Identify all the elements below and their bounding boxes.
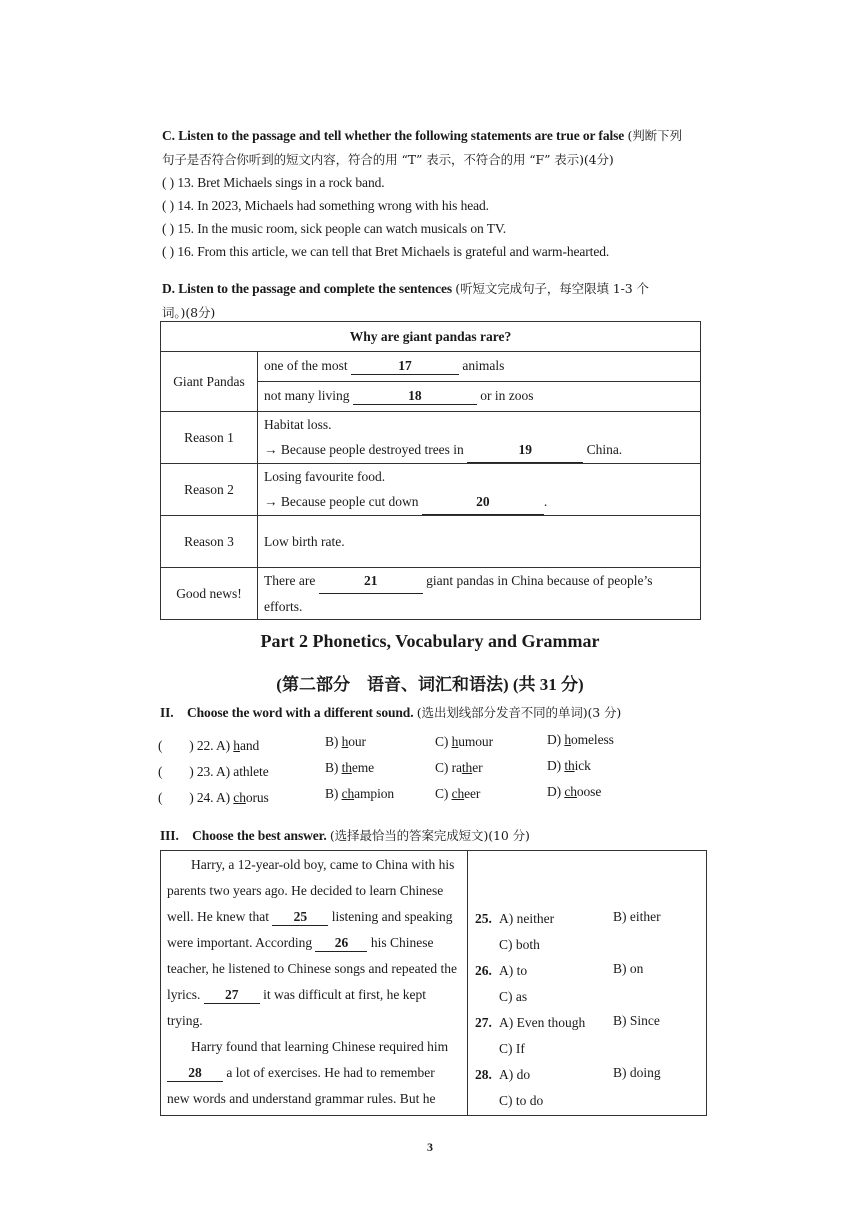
passage-line-1: Harry, a 12-year-old boy, came to China with his — [191, 857, 455, 872]
q24-a — [158, 786, 269, 806]
q24-a-underlined: ch — [233, 790, 246, 805]
option-25-b[interactable]: B) either — [613, 909, 661, 924]
good-news-line-1 — [264, 568, 694, 594]
question-16: ( ) 16. From this article, we can tell that Bret Michaels is grateful and warm-hearted. — [162, 244, 610, 259]
passage-line-2: parents two years ago. He decided to learn Chinese — [167, 883, 444, 898]
page-number: 3 — [427, 1140, 433, 1154]
q23-d-underlined: th — [564, 758, 575, 773]
option-26-b[interactable]: B) on — [613, 961, 644, 976]
passage-line-9 — [167, 1065, 435, 1082]
section-ii-title-cn: (选出划线部分发音不同的单词) — [416, 705, 588, 720]
r1-text-a: → Because people destroyed trees in — [264, 442, 464, 457]
p4-text-a: were important. According — [167, 935, 313, 950]
option-27-a[interactable]: A) Even though — [499, 1015, 586, 1030]
section-ii-title — [160, 701, 621, 721]
p9-text-b: a lot of exercises. He had to remember — [226, 1065, 435, 1080]
blank-18[interactable]: 18 — [353, 388, 477, 405]
row-label-reason-3: Reason 3 — [161, 516, 258, 568]
q24-c-pre: C) — [435, 786, 452, 801]
question-14: ( ) 14. In 2023, Michaels had something wrong with his head. — [162, 198, 489, 213]
passage-line-7: trying. — [167, 1013, 203, 1028]
q22-b-post: our — [348, 734, 366, 749]
q24-b — [325, 786, 394, 802]
row-label-reason-2: Reason 2 — [161, 464, 258, 516]
q24-a-post: orus — [245, 790, 269, 805]
question-13: ( ) 13. Bret Michaels sings in a rock band. — [162, 175, 385, 190]
q24-c — [435, 786, 480, 802]
option-27-b[interactable]: B) Since — [613, 1013, 660, 1028]
row-label-giant-pandas: Giant Pandas — [161, 352, 258, 412]
p6-text-a: lyrics. — [167, 987, 201, 1002]
g-text-a: There are — [264, 573, 316, 588]
q24-d — [547, 784, 601, 800]
q23-b — [325, 760, 374, 776]
p6-text-b: it was difficult at first, he kept — [263, 987, 426, 1002]
table-header: Why are giant pandas rare? — [161, 322, 701, 352]
q23-b-pre: B) — [325, 760, 342, 775]
section-d-title-cn-a: (听短文完成句子，每空限填 1-3 个 — [455, 281, 649, 296]
q22-b — [325, 734, 366, 750]
blank-28[interactable]: 28 — [167, 1065, 223, 1082]
q24-c-post: eer — [464, 786, 481, 801]
reason-1-line-1: Habitat loss. — [264, 417, 332, 432]
reason-1-line-2 — [264, 437, 694, 463]
q22-b-underlined: h — [341, 734, 349, 749]
g-text-b: giant pandas in China because of people’s — [426, 573, 653, 588]
q22-d-post: omeless — [570, 732, 614, 747]
option-27-num: 27. — [475, 1015, 492, 1030]
good-news-cell — [258, 568, 701, 620]
passage-line-4 — [167, 935, 433, 952]
q22-label: ( ) 22. A) — [158, 738, 234, 753]
passage-line-10: new words and understand grammar rules. But he — [167, 1091, 436, 1106]
blank-20[interactable]: 20 — [422, 489, 544, 515]
q22-d-underlined: h — [564, 732, 571, 747]
reason-2-line-2 — [264, 489, 694, 515]
section-d-subtitle — [162, 303, 215, 321]
p3-text-a: well. He knew that — [167, 909, 269, 924]
q23-a-pre: ath — [233, 764, 250, 779]
q23-b-post: eme — [351, 760, 375, 775]
question-15: ( ) 15. In the music room, sick people can watch musicals on TV. — [162, 221, 507, 236]
option-26-a[interactable]: A) to — [499, 963, 528, 978]
section-d-title-en: D. Listen to the passage and complete the sentences — [162, 281, 453, 296]
q22-d — [547, 732, 614, 748]
passage-line-5: teacher, he listened to Chinese songs and repeated the — [167, 961, 457, 976]
q23-c — [435, 760, 482, 776]
r1-text-b: China. — [586, 442, 623, 457]
row-label-reason-1: Reason 1 — [161, 412, 258, 464]
p4-text-b: his Chinese — [370, 935, 434, 950]
option-26-c[interactable]: C) as — [499, 989, 528, 1004]
section-d-title — [162, 279, 649, 297]
q23-d-post: ick — [574, 758, 591, 773]
q22-d-pre: D) — [547, 732, 565, 747]
reason-2-cell — [258, 464, 701, 516]
option-28-a[interactable]: A) do — [499, 1067, 531, 1082]
reason-2-line-1: Losing favourite food. — [264, 469, 386, 484]
q24-d-pre: D) — [547, 784, 565, 799]
blank-27[interactable]: 27 — [204, 987, 260, 1004]
q24-b-post: ampion — [354, 786, 395, 801]
q24-b-underlined: ch — [341, 786, 355, 801]
r2-text-b: . — [543, 494, 548, 509]
gp1-text-b: animals — [462, 358, 505, 373]
q24-d-underlined: ch — [564, 784, 577, 799]
section-c-score: (4分) — [583, 152, 614, 167]
section-d-title-cn-b: 词。) — [162, 305, 186, 320]
gp1-text-a: one of the most — [264, 358, 348, 373]
section-d-score: (8分) — [185, 305, 216, 320]
q23-a — [158, 760, 269, 780]
section-iii-title — [160, 824, 530, 844]
section-c-title-cn-b: 句子是否符合你听到的短文内容，符合的用 “T” 表示，不符合的用 “F” 表示) — [162, 152, 584, 167]
q23-a-post: lete — [249, 764, 269, 779]
option-25-num: 25. — [475, 911, 492, 926]
section-ii-score: (3 分) — [587, 705, 622, 720]
blank-17-cell — [258, 352, 701, 382]
reason-1-cell — [258, 412, 701, 464]
q22-a-post: and — [239, 738, 260, 753]
q22-a-underlined: h — [233, 738, 240, 753]
q24-c-underlined: ch — [451, 786, 465, 801]
option-27-c[interactable]: C) If — [499, 1041, 525, 1056]
reason-3-cell: Low birth rate. — [258, 516, 701, 568]
q23-c-underlined: th — [461, 760, 473, 775]
section-c-title — [162, 126, 682, 144]
q23-label: ( ) 23. A) — [158, 764, 234, 779]
section-c-title-cn-a: (判断下列 — [627, 128, 682, 143]
section-c-title-en: C. Listen to the passage and tell whether the following statements are true or false — [162, 128, 625, 143]
q24-label: ( ) 24. A) — [158, 790, 234, 805]
q23-d — [547, 758, 591, 774]
giant-pandas-table — [160, 321, 701, 620]
blank-21[interactable]: 21 — [319, 568, 423, 594]
option-28-c[interactable]: C) to do — [499, 1093, 544, 1108]
part-2-title: Part 2 Phonetics, Vocabulary and Grammar — [260, 631, 600, 651]
gp2-text-a: not many living — [264, 388, 350, 403]
section-c-subtitle — [162, 150, 614, 168]
q22-b-pre: B) — [325, 734, 342, 749]
q22-c-post: umour — [458, 734, 493, 749]
option-25-a[interactable]: A) neither — [499, 911, 555, 926]
blank-18-cell — [258, 382, 701, 412]
cloze-divider — [467, 851, 468, 1115]
option-26-num: 26. — [475, 963, 492, 978]
section-iii-title-en: III. Choose the best answer. — [160, 828, 327, 843]
q23-d-pre: D) — [547, 758, 565, 773]
option-28-num: 28. — [475, 1067, 492, 1082]
passage-line-6 — [167, 987, 426, 1004]
blank-26[interactable]: 26 — [315, 935, 367, 952]
blank-17[interactable]: 17 — [351, 358, 459, 375]
q22-c-pre: C) — [435, 734, 452, 749]
p3-text-b: listening and speaking — [331, 909, 453, 924]
q22-a — [158, 734, 259, 754]
blank-19[interactable]: 19 — [467, 437, 583, 463]
section-iii-title-cn: (选择最恰当的答案完成短文) — [329, 828, 489, 843]
r2-text-a: → Because people cut down — [264, 494, 419, 509]
row-label-good-news: Good news! — [161, 568, 258, 620]
passage-line-8: Harry found that learning Chinese required him — [191, 1039, 449, 1054]
q24-b-pre: B) — [325, 786, 342, 801]
blank-25[interactable]: 25 — [272, 909, 328, 926]
part-2-title-cn: (第二部分 语音、词汇和语法) (共 31 分) — [276, 675, 584, 694]
q22-c — [435, 734, 493, 750]
q22-c-underlined: h — [451, 734, 459, 749]
good-news-line-2: efforts. — [264, 599, 303, 614]
option-25-c[interactable]: C) both — [499, 937, 540, 952]
q23-c-post: er — [472, 760, 483, 775]
q23-c-pre: C) ra — [435, 760, 462, 775]
cloze-passage-box — [160, 850, 707, 1116]
q23-b-underlined: th — [341, 760, 352, 775]
q24-d-post: oose — [576, 784, 602, 799]
passage-line-3 — [167, 909, 452, 926]
gp2-text-b: or in zoos — [480, 388, 534, 403]
section-iii-score: (10 分) — [488, 828, 530, 843]
option-28-b[interactable]: B) doing — [613, 1065, 661, 1080]
section-ii-title-en: II. Choose the word with a different sound. — [160, 705, 414, 720]
